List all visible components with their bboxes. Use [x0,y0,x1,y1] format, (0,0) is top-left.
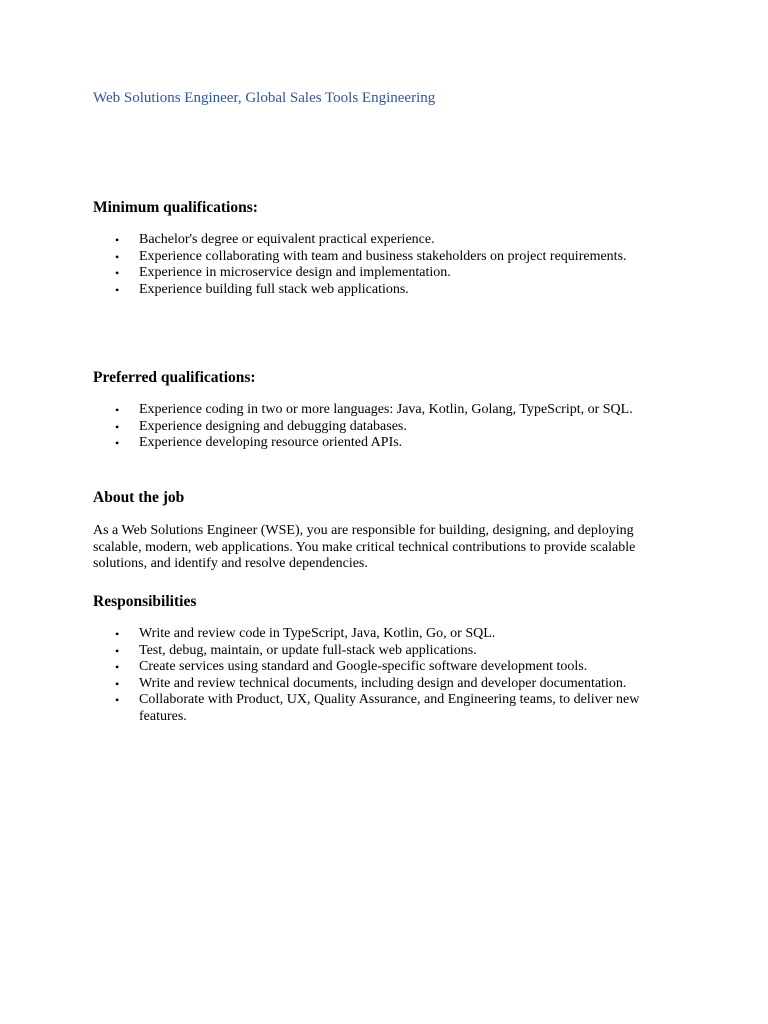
list-item-text: Collaborate with Product, UX, Quality Assurance, and Engineering teams, to deliver new features. [139,692,640,724]
preferred-qualifications-list [93,402,673,452]
list-item [93,435,671,452]
list-item-text: Write and review technical documents, including design and developer documentation. [139,675,627,691]
list-item-text: Experience building full stack web applications. [139,281,409,297]
minimum-qualifications-heading: Minimum qualifications: [93,199,258,216]
list-item-text: Create services using standard and Google-specific software development tools. [139,659,588,674]
list-item-text: Experience developing resource oriented APIs. [139,435,403,450]
responsibilities-section [93,592,673,725]
bullet-icon: • [115,436,120,450]
list-item [93,643,671,660]
preferred-qualifications-section [93,368,673,452]
document-title: Web Solutions Engineer, Global Sales Tools Engineering [93,90,436,106]
bullet-icon: • [115,266,120,280]
bullet-icon: • [115,249,120,264]
list-item [93,419,671,436]
preferred-qualifications-heading: Preferred qualifications: [93,369,256,386]
bullet-icon: • [115,282,120,297]
bullet-icon: • [115,643,120,658]
bullet-icon: • [115,676,120,691]
list-item [93,265,671,282]
bullet-icon: • [115,403,120,417]
list-item-text: Write and review code in TypeScript, Java, Kotlin, Go, or SQL. [139,626,496,641]
bullet-icon: • [115,627,120,641]
about-the-job-heading: About the job [93,489,185,506]
responsibilities-list [93,626,673,725]
list-item-text: Test, debug, maintain, or update full-stack web applications. [139,642,477,658]
bullet-icon: • [115,693,120,707]
list-item-text: Experience in microservice design and implementation. [139,265,451,280]
list-item [93,659,671,676]
list-item [93,626,671,643]
minimum-qualifications-list [93,232,673,298]
list-item-text: Experience collaborating with team and business stakeholders on project requirements. [139,248,627,264]
minimum-qualifications-section [93,198,673,298]
list-item-text: Bachelor's degree or equivalent practical experience. [139,232,435,247]
list-item [93,692,671,725]
list-item-text: Experience coding in two or more languages: Java, Kotlin, Golang, TypeScript, or SQL. [139,402,633,417]
list-item [93,249,671,266]
responsibilities-heading: Responsibilities [93,593,197,610]
bullet-icon: • [115,419,120,434]
bullet-icon: • [115,233,120,247]
about-the-job-paragraph: As a Web Solutions Engineer (WSE), you are responsible for building, designing, and deploying scalable, modern, web applications. You make critical technical contributions to provide scalable solutions, and identify and resolve dependencies. [93,523,636,571]
list-item [93,402,671,419]
bullet-icon: • [115,660,120,674]
list-item [93,282,671,299]
about-the-job-section [93,488,673,573]
list-item-text: Experience designing and debugging databases. [139,418,407,434]
list-item [93,232,671,249]
list-item [93,676,671,693]
